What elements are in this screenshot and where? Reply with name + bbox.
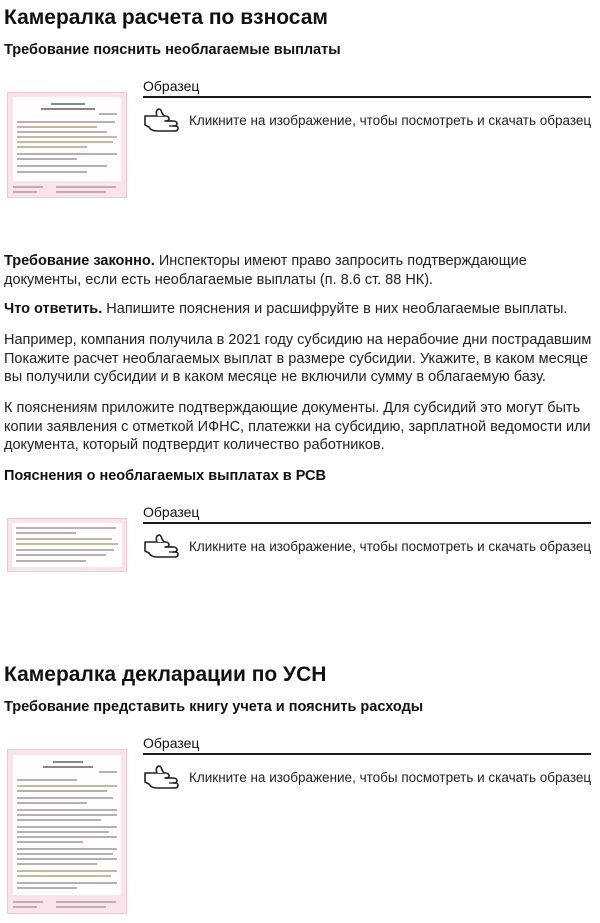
sample-document-preview <box>13 755 121 895</box>
sample-document-preview <box>13 97 121 181</box>
paragraph-what-to-answer-lead: Что ответить. <box>4 301 103 317</box>
sample-label: Образец <box>143 735 200 751</box>
sample-thumbnail-insurance-demand[interactable] <box>7 92 127 198</box>
sample-hint <box>143 765 591 789</box>
sample-document-preview <box>12 523 122 567</box>
subtitle-rsv-explanations: Пояснения о необлагаемых выплатах в РСВ <box>4 468 326 484</box>
sample-divider <box>143 96 591 98</box>
sample-hint <box>143 108 591 132</box>
paragraph-legality-lead: Требование законно. <box>4 253 155 269</box>
paragraph-legality: Требование законно. Инспекторы имеют право запросить подтверждающие документы, если есть необлагаемые выплаты (п. 8.6 ст. 88 НК). <box>4 253 527 288</box>
pointing-hand-icon <box>143 108 185 132</box>
sample-hint-text[interactable]: Кликните на изображение, чтобы посмотреть и скачать образец <box>189 769 592 785</box>
section-subtitle-insurance: Требование пояснить необлагаемые выплаты <box>4 42 341 58</box>
section-title-usn: Камералка декларации по УСН <box>4 663 327 686</box>
sample-thumbnail-rsv-explanations[interactable] <box>7 518 127 572</box>
sample-hint <box>143 534 591 558</box>
sample-divider <box>143 753 591 755</box>
sample-hint-text[interactable]: Кликните на изображение, чтобы посмотреть и скачать образец <box>189 538 592 554</box>
sample-divider <box>143 522 591 524</box>
paragraph-example: Например, компания получила в 2021 году субсидию на нерабочие дни пострадавшим Покажите расчет необлагаемых выплат в размере субсидии. Укажите, в каком месяце вы получили субсидии и в каком месяце не включили сумму в облагаемую базу. <box>4 332 592 385</box>
pointing-hand-icon <box>143 534 185 558</box>
section-title-insurance: Камералка расчета по взносам <box>4 6 328 29</box>
pointing-hand-icon <box>143 765 185 789</box>
sample-hint-text[interactable]: Кликните на изображение, чтобы посмотреть и скачать образец <box>189 112 592 128</box>
paragraph-attachments: К пояснениям приложите подтверждающие документы. Для субсидий это могут быть копии заявления с отметкой ИФНС, платежки на субсидию, зарплатной ведомости или документа, который подтвердит количество работников. <box>4 400 591 453</box>
section-subtitle-usn: Требование представить книгу учета и пояснить расходы <box>4 699 424 715</box>
sample-label: Образец <box>143 504 200 520</box>
sample-thumbnail-usn-book[interactable] <box>7 749 127 914</box>
sample-label: Образец <box>143 78 200 94</box>
paragraph-what-to-answer: Что ответить. Напишите пояснения и расшифруйте в них необлагаемые выплаты. <box>4 301 568 317</box>
